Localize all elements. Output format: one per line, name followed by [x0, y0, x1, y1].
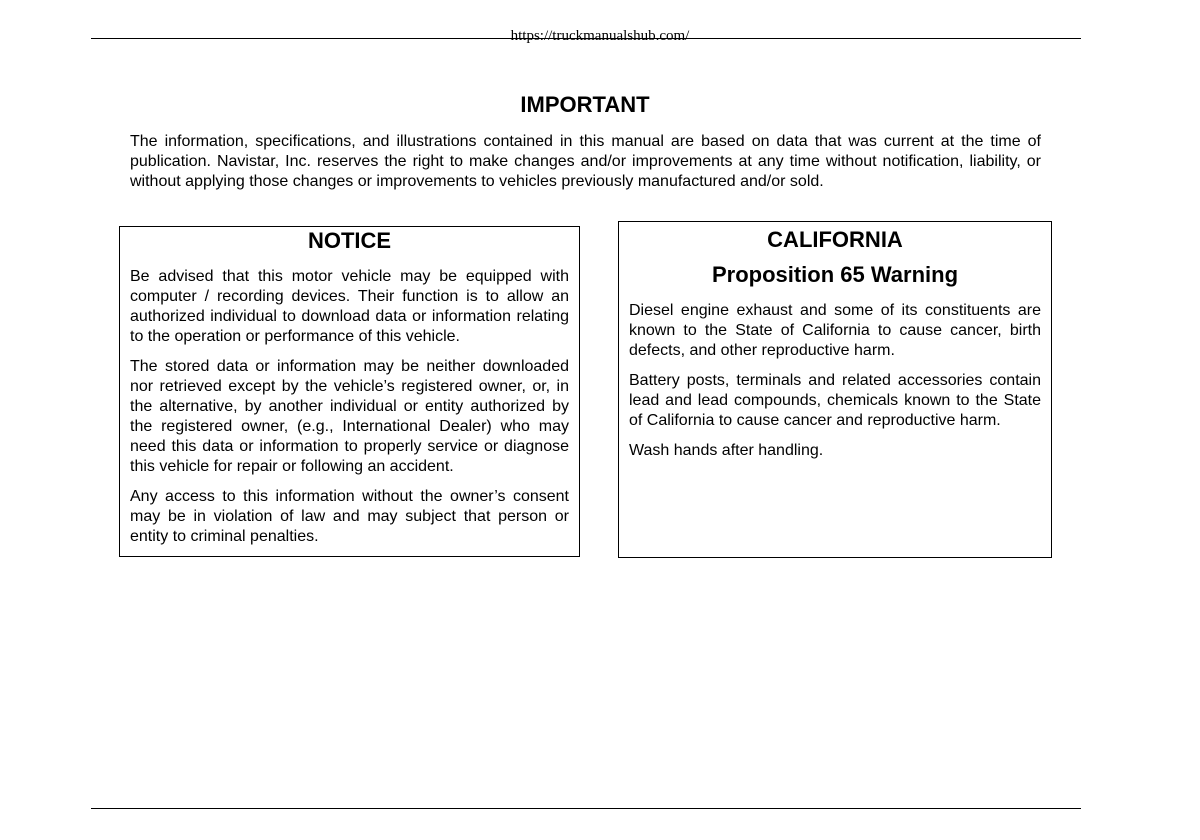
- california-paragraph: Wash hands after handling.: [629, 442, 824, 459]
- notice-paragraph: Be advised that this motor vehicle may be equipped with computer / recording devices. Their function is to allow an authorized individual to download data or information relating to the operation or performance of this vehicle.: [130, 268, 569, 345]
- california-paragraph: Battery posts, terminals and related accessories contain lead and lead compounds, chemicals known to the State of California to cause cancer and reproductive harm.: [629, 372, 1041, 429]
- important-body: The information, specifications, and illustrations contained in this manual are based on data that was current at the time of publication. Navistar, Inc. reserves the right to make changes and/or improvements at any time without notification, liability, or without applying those changes or improvements to vehicles previously manufactured and/or sold.: [130, 133, 1041, 190]
- notice-title: NOTICE: [307, 228, 392, 253]
- bottom-rule: [91, 808, 1081, 809]
- california-title: CALIFORNIA: [767, 227, 903, 252]
- notice-paragraph: The stored data or information may be neither downloaded nor retrieved except by the vehicle’s registered owner, or, in the alternative, by another individual or entity authorized by the registered owner, (e.g., International Dealer) who may need this data or information to properly service or diagnose this vehicle for repair or following an accident.: [130, 358, 569, 475]
- header-url[interactable]: https://truckmanualshub.com/: [510, 28, 690, 44]
- california-box: [618, 221, 1052, 558]
- important-title: IMPORTANT: [520, 92, 650, 117]
- proposition-65-title: Proposition 65 Warning: [711, 262, 959, 287]
- california-paragraph: Diesel engine exhaust and some of its constituents are known to the State of California to cause cancer, birth defects, and other reproductive harm.: [629, 302, 1041, 359]
- notice-paragraph: Any access to this information without the owner’s consent may be in violation of law and may subject that person or entity to criminal penalties.: [130, 488, 569, 545]
- notice-box: [119, 226, 580, 557]
